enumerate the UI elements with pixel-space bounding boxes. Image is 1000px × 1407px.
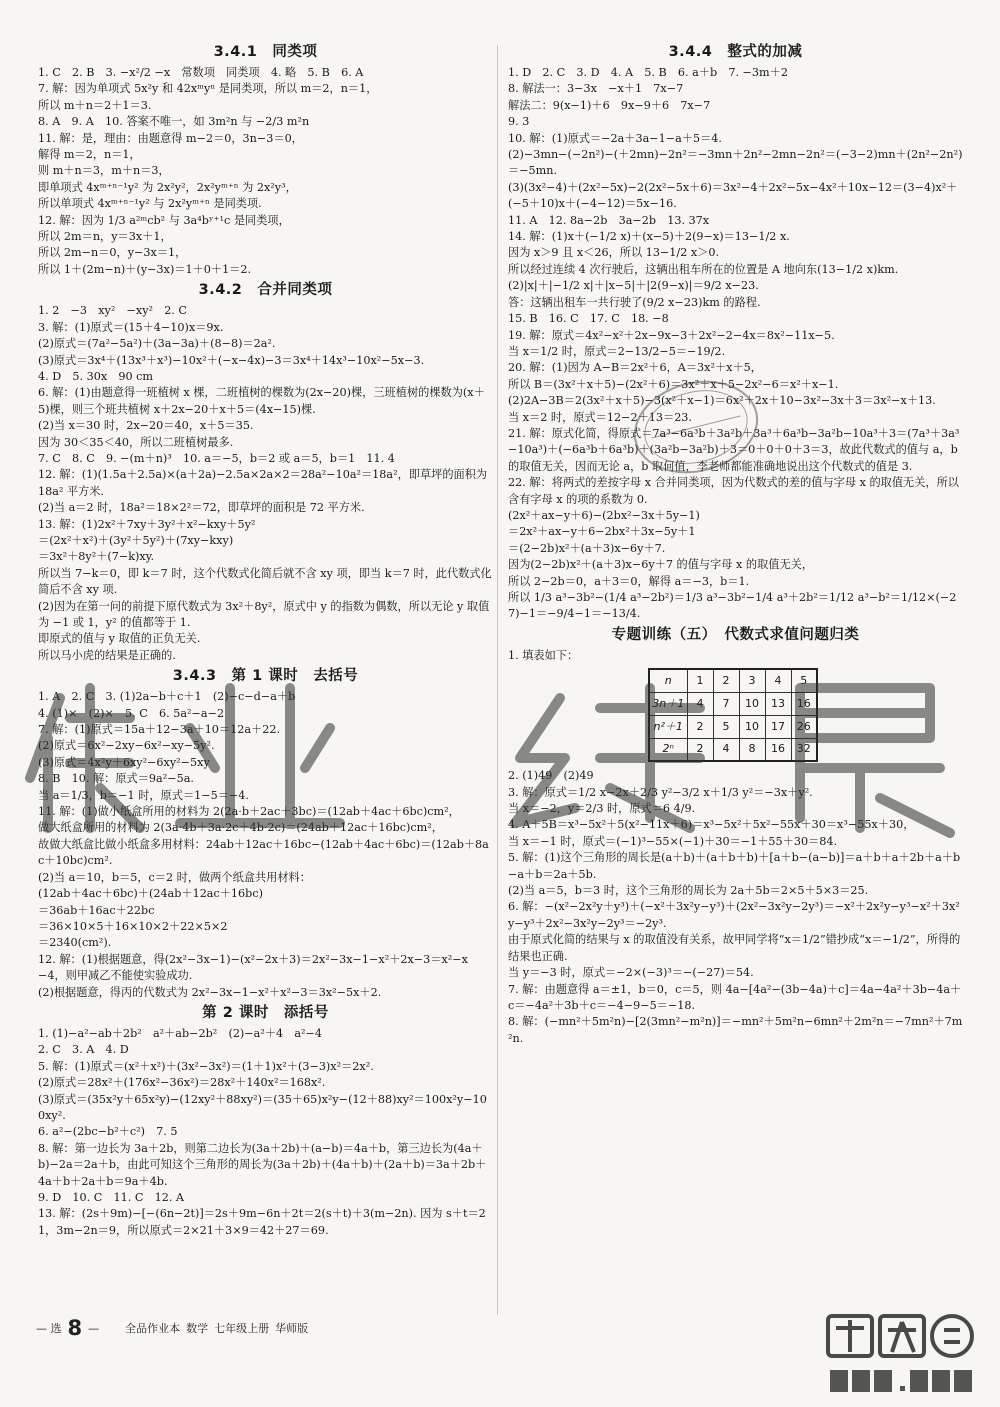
answer-line: 11. 解：(1)做小纸盒所用的材料为 2(2a·b＋2ac＋3bc)＝(12ab＋4ac＋6bc)cm²， bbox=[38, 805, 460, 819]
table-cell: 32 bbox=[791, 738, 817, 761]
answer-line: (2)2A−3B＝2(3x²＋x＋5)−3(x²＋x−1)＝6x²＋2x＋10−3x²−3x＋3＝3x²−x＋13. bbox=[508, 394, 936, 408]
answer-line: 所以单项式 4xᵐ⁺ⁿ⁻¹y² 与 2x²yᵐ⁺ⁿ 是同类项. bbox=[38, 197, 262, 211]
answer-line: 4. (1)× (2)× 5. C 6. 5a²−a−2 bbox=[38, 706, 225, 720]
answer-line: ＝(2−2b)x²＋(a＋3)x−6y＋7. bbox=[508, 541, 666, 555]
answer-line: (2)因为在第一问的前提下原代数式为 3x²＋8y²，原式中 y 的指数为偶数，所以无论 y 取值为 −1 或 1，y² 的值都等于 1. bbox=[38, 599, 490, 629]
right-column bbox=[508, 40, 963, 1047]
answer-line: ＝2x²＋ax−y＋6−2bx²＋3x−5y＋1 bbox=[508, 525, 696, 539]
answer-line: 1. A 2. C 3. (1)2a−b＋c＋1 (2)−c−d−a＋b bbox=[38, 690, 296, 704]
answer-line: (2)当 a＝5，b＝3 时，这个三角形的周长为 2a＋5b＝2×5＋5×3＝25. bbox=[508, 884, 869, 898]
table-cell: 4 bbox=[765, 669, 791, 692]
right-column-top bbox=[508, 42, 963, 664]
answer-line: 5. 解：(1)这个三角形的周长是(a＋b)＋(a＋b＋b)＋[a＋b−(a−b)]＝a＋b＋a＋2b＋a＋b−a＋b＝2a＋5b. bbox=[508, 851, 961, 881]
answer-line: 10. 解：(1)原式＝−2a＋3a−1−a＋5＝4. bbox=[508, 131, 722, 145]
answer-line: 1. D 2. C 3. D 4. A 5. B 6. a＋b 7. −3m＋2 bbox=[508, 66, 788, 79]
column-divider bbox=[497, 45, 498, 1315]
answer-line: 所以 2m−n＝0，y−3x＝1， bbox=[38, 246, 187, 260]
answer-line: ＝(2x²＋x²)＋(3y²＋5y²)＋(7xy−kxy) bbox=[38, 533, 234, 547]
answer-line: (2)原式＝6x²−2xy−6x²−xy−5y². bbox=[38, 739, 215, 753]
fill-in-table bbox=[648, 668, 818, 762]
footer-prefix: — 选 bbox=[36, 1322, 62, 1335]
footer-suffix: — bbox=[88, 1321, 100, 1335]
answer-line: 6. 解：(1)由题意得一班植树 x 棵，二班植树的棵数为(2x−20)棵，三班植树的棵数为(x＋5)棵，则三个班共植树 x＋2x−20＋x＋5＝(4x−15)棵. bbox=[38, 386, 485, 416]
answer-line: 当 a＝1/3，b＝−1 时，原式＝1−5＝−4. bbox=[38, 788, 249, 802]
answer-line: 20. 解：(1)因为 A−B＝2x²＋6，A＝3x²＋x＋5， bbox=[508, 361, 762, 375]
fill-table-wrap bbox=[648, 668, 963, 762]
answer-line: 13. 解：(2s＋9m)−[−(6n−2t)]＝2s＋9m−6n＋2t＝2(s＋t)＋3(m−2n). 因为 s＋t＝21，3m−2n＝9，所以原式＝2×21＋3×9＝42＋27＝69. bbox=[38, 1207, 486, 1237]
answer-line: 2. C 3. A 4. D bbox=[38, 1043, 129, 1057]
answer-line: 19. 解：原式＝4x²−x²＋2x−9x−3＋2x²−2−4x＝8x²−11x−5. bbox=[508, 328, 835, 342]
answer-line: 11. A 12. 8a−2b 3a−2b 13. 37x bbox=[508, 213, 710, 227]
answer-line: (2)根据题意，得丙的代数式为 2x²−3x−1−x²＋x²−3＝3x²−5x＋2. bbox=[38, 985, 382, 999]
answer-line: (2)−3mn−(−2n²)−(＋2mn)−2n²＝−3mn＋2n²−2mn−2n²＝(−3−2)mn＋(2n²−2n²)＝−5mn. bbox=[508, 148, 963, 178]
answer-line: (2)原式＝28x²＋(176x²−36x²)＝28x²＋140x²＝168x². bbox=[38, 1076, 326, 1090]
subject-label: 数学 bbox=[186, 1322, 209, 1335]
answer-line: 所以 1/3 a³−3b²−(1/4 a³−2b²)＝1/3 a³−3b²−1/4 a³＋2b²＝1/12 a³−b²＝1/12×(−27)−1＝−9/4−1＝−13/4. bbox=[508, 591, 957, 621]
table-cell: 7 bbox=[713, 692, 739, 715]
answer-line: (3)原式＝(35x²y＋65x²y)−(12xy²＋88xy²)＝(35＋65)x²y−(12＋88)xy²＝100x²y−100xy². bbox=[38, 1092, 487, 1122]
answer-line: 6. 解：−(x²−2x²y＋y³)＋(−x²＋3x²y−y³)＋(2x²−3x²y−2y³)＝−x²＋2x²y−y³−x²＋3x²y−y³＋2x²−3x²y−2y³＝−2y³. bbox=[508, 900, 960, 930]
answer-line: 8. 解法一：3−3x −x＋1 7x−7 bbox=[508, 82, 684, 96]
table-cell: 5 bbox=[791, 669, 817, 692]
answer-line: 1. 2 −3 xy² −xy² 2. C bbox=[38, 304, 187, 318]
answer-line: ＝2340(cm²). bbox=[38, 936, 112, 950]
answer-line: 22. 解：将两式的差按字母 x 合并同类项，因为代数式的差的值与字母 x 的取值无关，所以含有字母 x 的项的系数为 0. bbox=[508, 476, 959, 506]
answer-line: 所以 2−2b＝0，a＋3＝0，解得 a＝−3，b＝1. bbox=[508, 574, 750, 588]
answer-line: 所以经过连续 4 次行驶后，这辆出租车所在的位置是 A 地向东(13−1/2 x)km. bbox=[508, 262, 899, 276]
corner-logo bbox=[822, 1308, 980, 1400]
answer-line: 即单项式 4xᵐ⁺ⁿ⁻¹y² 为 2x²y²，2x²yᵐ⁺ⁿ 为 2x²y³， bbox=[38, 180, 297, 194]
answer-line: 所以 m＋n＝2＋1＝3. bbox=[38, 98, 152, 112]
table-cell: 16 bbox=[791, 692, 817, 715]
answer-line: 答：这辆出租车一共行驶了(9/2 x−23)km 的路程. bbox=[508, 295, 761, 309]
answer-line: (2)原式＝(7a²−5a²)＋(3a−3a)＋(8−8)＝2a². bbox=[38, 337, 276, 351]
answer-line: 14. 解：(1)x＋(−1/2 x)＋(x−5)＋2(9−x)＝13−1/2 x. bbox=[508, 230, 790, 244]
table-row bbox=[649, 738, 817, 761]
answer-line: 当 y＝−3 时，原式＝−2×(−3)³＝−(−27)＝54. bbox=[508, 966, 754, 980]
table-cell: 2 bbox=[687, 738, 713, 761]
answer-line: 1. (1)−a²−ab＋2b² a²＋ab−2b² (2)−a²＋4 a²−4 bbox=[38, 1026, 322, 1040]
table-row bbox=[649, 715, 817, 738]
answer-line: 3. 解：原式＝1/2 x−2x＋2/3 y²−3/2 x＋1/3 y²＝−3x＋y². bbox=[508, 785, 813, 799]
answer-line: (3)原式＝4x²y＋6xy²−6xy²−5xy bbox=[38, 755, 210, 769]
answer-line: 当 x＝2 时，原式＝12−2＋13＝23. bbox=[508, 410, 692, 424]
table-cell: 10 bbox=[739, 692, 765, 715]
left-column bbox=[38, 40, 493, 1239]
answer-line: ＝36×10×5＋16×10×2＋22×5×2 bbox=[38, 919, 228, 933]
answer-line: ＝3x²＋8y²＋(7−k)xy. bbox=[38, 550, 155, 564]
answer-line: 5. 解：(1)原式＝(x²＋x²)＋(3x²−3x²)＝(1＋1)x²＋(3−3)x²＝2x². bbox=[38, 1059, 374, 1073]
answer-line: 解法二：9(x−1)＋6 9x−9＋6 7x−7 bbox=[508, 98, 711, 112]
answer-line: 当 x＝−1 时，原式＝(−1)³−55×(−1)＋30＝−1＋55＋30＝84. bbox=[508, 834, 838, 848]
answer-line: 12. 解：(1)根据题意，得(2x²−3x−1)−(x²−2x＋3)＝2x²−3x−1−x²＋2x−3＝x²−x−4，则甲减乙不能使实验成功. bbox=[38, 952, 468, 983]
answer-line: 所以 B＝(3x²＋x＋5)−(2x²＋6)＝3x²＋x＋5−2x²−6＝x²＋x−1. bbox=[508, 377, 839, 391]
answer-line: 6. a²−(2bc−b²＋c²) 7. 5 bbox=[38, 1125, 178, 1139]
table-row-header: n bbox=[649, 669, 687, 692]
right-column-bottom bbox=[508, 768, 963, 1047]
table-cell: 16 bbox=[765, 738, 791, 761]
answer-line: 7. 解：(1)原式＝15a＋12−3a＋10＝12a＋22. bbox=[38, 723, 281, 737]
page-number: 8 bbox=[67, 1316, 83, 1340]
answer-line: (12ab＋4ac＋6bc)＋(24ab＋12ac＋16bc) bbox=[38, 887, 263, 901]
table-row-header: 3n＋1 bbox=[649, 692, 687, 715]
answer-line: 1. C 2. B 3. −x²/2 −x 常数项 同类项 4. 略 5. B 6. A bbox=[38, 66, 364, 79]
table-row-header: 2ⁿ bbox=[649, 738, 687, 761]
answer-line: 7. 解：由题意得 a＝±1，b＝0，c＝5，则 4a−[4a²−(3b−4a)＋c]＝4a−4a²＋3b−4a＋c＝−4a²＋3b＋c＝−4−9−5＝−18. bbox=[508, 982, 962, 1012]
answer-line: 15. B 16. C 17. C 18. −8 bbox=[508, 312, 669, 326]
answer-line: 13. 解：(1)2x²＋7xy＋3y²＋x²−kxy＋5y² bbox=[38, 517, 256, 531]
table-cell: 1 bbox=[687, 669, 713, 692]
section-heading: 3.4.3 第 1 课时 去括号 bbox=[172, 668, 359, 685]
answer-line: 所以当 7−k＝0，即 k＝7 时，这个代数式化简后就不含 xy 项，即当 k＝7 时，此代数式化简后不含 xy 项. bbox=[38, 566, 492, 597]
page-footer bbox=[36, 1316, 308, 1340]
book-title: 全品作业本 bbox=[125, 1322, 181, 1335]
answer-line: 4. D 5. 30x 90 cm bbox=[38, 369, 154, 383]
answer-line: 故做大纸盒比做小纸盒多用材料：24ab＋12ac＋16bc−(12ab＋4ac＋6bc)＝(12ab＋8ac＋10bc)cm². bbox=[38, 837, 489, 868]
table-cell: 4 bbox=[687, 692, 713, 715]
answer-line: 7. C 8. C 9. −(m＋n)³ 10. a＝−5，b＝2 或 a＝5，b＝1 11. 4 bbox=[38, 451, 395, 465]
section-heading: 第 2 课时 添括号 bbox=[202, 1004, 329, 1021]
answer-line: 因为(2−2b)x²＋(a＋3)x−6y＋7 的值与字母 x 的取值无关， bbox=[508, 558, 814, 572]
answer-line: 12. 解：(1)(1.5a＋2.5a)×(a＋2a)−2.5a×2a×2＝28a²−10a²＝18a²，即草坪的面积为 18a² 平方米. bbox=[38, 468, 491, 498]
table-row-header: n²＋1 bbox=[649, 715, 687, 738]
answer-line: (2)|x|＋|−1/2 x|＋|x−5|＋|2(9−x)|＝9/2 x−23. bbox=[508, 279, 759, 293]
answer-line: (2)当 x＝30 时，2x−20＝40，x＋5＝35. bbox=[38, 419, 254, 433]
answer-line: 所以 1＋(2m−n)＋(y−3x)＝1＋0＋1＝2. bbox=[38, 262, 252, 276]
edition-label: 华师版 bbox=[275, 1322, 309, 1335]
table-cell: 10 bbox=[739, 715, 765, 738]
table-row bbox=[649, 692, 817, 715]
answer-line: 9. 3 bbox=[508, 115, 530, 129]
answer-line: 21. 解：原式化简，得原式＝7a³−6a³b＋3a²b＋3a³＋6a³b−3a²b−10a³＋3＝(7a³＋3a³−10a³)＋(−6a³b＋6a³b)＋(3a²b−3a²b)＋3＝0＋0＋0＋3＝3，故此代数式的值与 a，b 的取值无关，因而无论 a，b 取何值，李老师都能准确地说出这个代数式的值是 3. bbox=[508, 426, 962, 473]
answer-line: ＝36ab＋16ac＋22bc bbox=[38, 903, 155, 917]
table-cell: 26 bbox=[791, 715, 817, 738]
answer-line: 8. 解：(−mn²＋5m²n)−[2(3mn²−m²n)]＝−mn²＋5m²n−6mn²＋2m²n＝−7mn²＋7m²n. bbox=[508, 1015, 963, 1045]
answer-line: 4. A＋5B＝x³−5x²＋5(x²−11x＋6)＝x³−5x²＋5x²−55x＋30＝x³−55x＋30， bbox=[508, 818, 915, 832]
answer-line: 做大纸盒所用的材料为 2(3a·4b＋3a·2c＋4b·2c)＝(24ab＋12ac＋16bc)cm²， bbox=[38, 821, 443, 835]
table-cell: 4 bbox=[713, 738, 739, 761]
answer-line: 所以马小虎的结果是正确的. bbox=[38, 648, 176, 662]
answer-line: 8. 解：第一边长为 3a＋2b，则第二边长为(3a＋2b)＋(a−b)＝4a＋b，第三边长为(4a＋b)−2a＝2a＋b，由此可知这个三角形的周长为(3a＋2b)＋(4a＋b)＋(2a＋b)＝3a＋2b＋4a＋b＋2a＋b＝9a＋4b. bbox=[38, 1141, 487, 1188]
answer-line: (2)当 a＝2 时，18a²＝18×2²＝72，即草坪的面积是 72 平方米. bbox=[38, 501, 365, 515]
section-heading: 3.4.4 整式的加减 bbox=[668, 44, 803, 60]
answer-line: 所以 2m＝n，y＝3x＋1， bbox=[38, 230, 172, 244]
grade-label: 七年级上册 bbox=[214, 1322, 270, 1335]
answer-line: 11. 解：是，理由：由题意得 m−2＝0，3n−3＝0， bbox=[38, 131, 303, 145]
answer-line: (3)(3x²−4)＋(2x²−5x)−2(2x²−5x＋6)＝3x²−4＋2x²−5x−4x²＋10x−12＝(3−4)x²＋(−5＋10)x＋(−4−12)＝5x−16. bbox=[508, 180, 958, 211]
answer-line: 3. 解：(1)原式＝(15＋4−10)x＝9x. bbox=[38, 320, 224, 334]
table-cell: 8 bbox=[739, 738, 765, 761]
answer-line: 8. A 9. A 10. 答案不唯一，如 3m²n 与 −2/3 m²n bbox=[38, 115, 310, 129]
answer-line: (3)原式＝3x⁴＋(13x³＋x³)−10x²＋(−x−4x)−3＝3x⁴＋14x³−10x²−5x−3. bbox=[38, 353, 425, 367]
answer-line: 7. 解：因为单项式 5x²y 和 42xᵐyⁿ 是同类项，所以 m＝2，n＝1， bbox=[38, 82, 378, 96]
section-heading: 3.4.1 同类项 bbox=[213, 44, 318, 60]
answer-line: 1. 填表如下： bbox=[508, 648, 579, 662]
answer-line: 当 x＝1/2 时，原式＝2−13/2−5＝−19/2. bbox=[508, 344, 726, 358]
answer-line: 2. (1)49 (2)49 bbox=[508, 769, 594, 783]
answer-line: 则 m＋n＝3，m＋n＝3， bbox=[38, 164, 170, 178]
answer-line: 因为 x＞9 且 x＜26，所以 13−1/2 x＞0. bbox=[508, 246, 720, 260]
table-cell: 3 bbox=[739, 669, 765, 692]
answer-line: 由于原式化简的结果与 x 的取值没有关系，故甲同学将“x＝1/2”错抄成“x＝−1/2”，所得的结果也正确. bbox=[508, 933, 961, 963]
answer-line: 因为 30＜35＜40，所以二班植树最多. bbox=[38, 435, 234, 449]
table-cell: 2 bbox=[687, 715, 713, 738]
table-cell: 13 bbox=[765, 692, 791, 715]
answer-line: (2x²＋ax−y＋6)−(2bx²−3x＋5y−1) bbox=[508, 508, 700, 522]
section-heading: 专题训练（五） 代数式求值问题归类 bbox=[611, 626, 860, 643]
answer-line: 解得 m＝2，n＝1， bbox=[38, 148, 141, 162]
answer-line: 当 x＝−2，y＝2/3 时，原式＝6 4/9. bbox=[508, 802, 696, 816]
answer-line: 即原式的值与 y 取值的正负无关. bbox=[38, 632, 201, 646]
answer-line: 8. B 10. 解：原式＝9a²−5a. bbox=[38, 772, 194, 786]
answer-line: 12. 解：因为 1/3 a²ᵐcb² 与 3a⁴bʸ⁺¹c 是同类项， bbox=[38, 213, 290, 227]
table-cell: 2 bbox=[713, 669, 739, 692]
answer-line: (2)当 a＝10，b＝5，c＝2 时，做两个纸盒共用材料： bbox=[38, 870, 311, 884]
table-cell: 17 bbox=[765, 715, 791, 738]
answer-line: 9. D 10. C 11. C 12. A bbox=[38, 1191, 185, 1204]
section-heading: 3.4.2 合并同类项 bbox=[198, 282, 333, 299]
table-cell: 5 bbox=[713, 715, 739, 738]
table-row bbox=[649, 669, 817, 692]
